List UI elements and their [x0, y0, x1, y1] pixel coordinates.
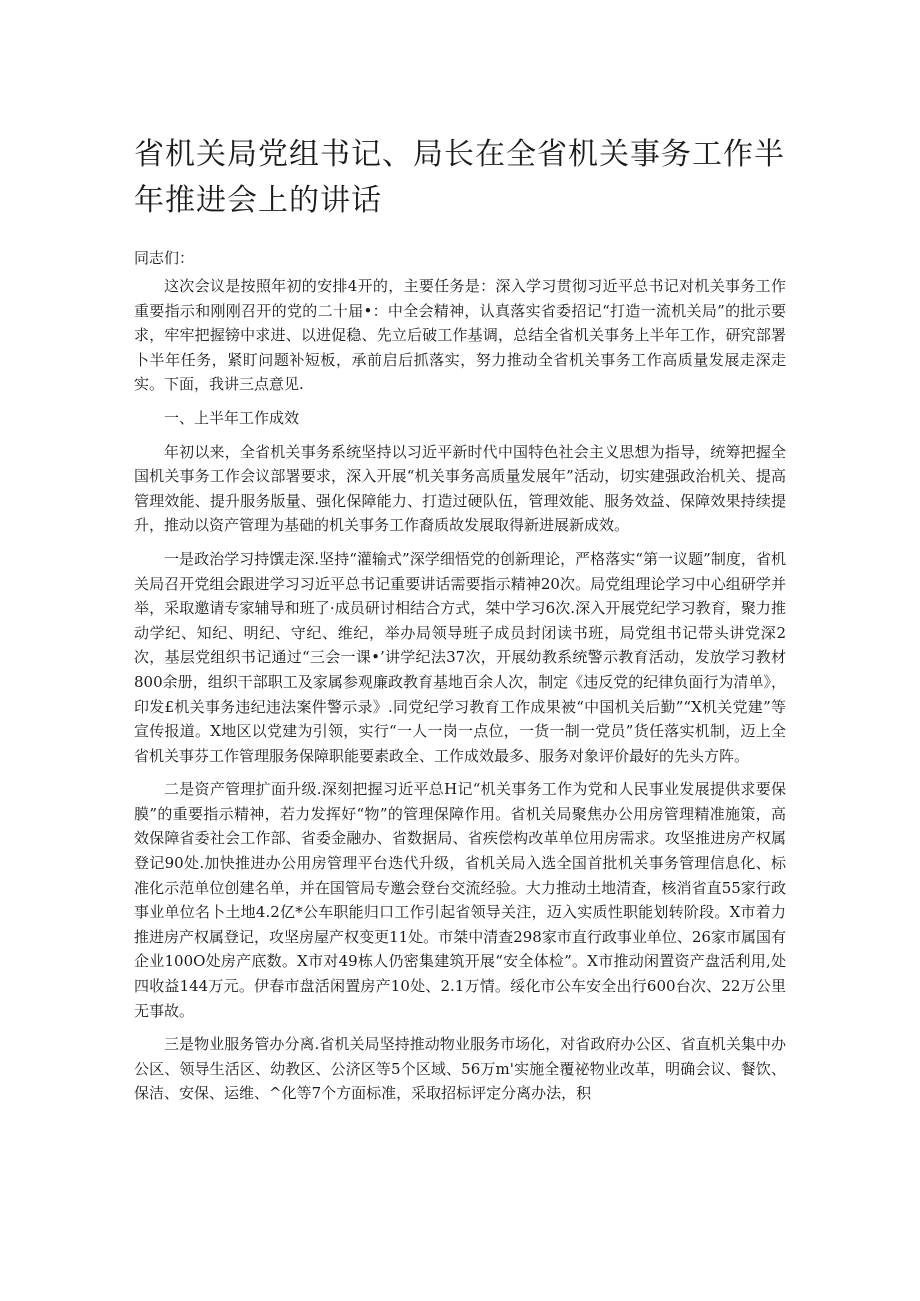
- paragraph-point-1: 一是政治学习持馔走深.坚持“灌输式”深学细悟党的创新理论，严格落实“第一议题”制度，省机关局召开党组会跟进学习习近平总书记重要讲话需要指示精神20次。局党组理论学习中心组研学并举，采取邀请专家辅导和班了·成员研讨相结合方式，桀中学习6次.深入开展党纪学习教育，聚力推动学纪、知纪、明纪、守纪、维纪，举办局领导班子成员封闭读书班，局党组书记带头讲党深2次，基层党组织书记通过“三会一课•’讲学纪法37次，开展幼教系统警示教育活动，发放学习教材800余册，组织干部职工及家属参观廉政教育基地百余人次，制定《违反党的纪律负面行为清单》，印发£机关事务违纪违法案件警示录》.同党纪学习教育工作成果被“中国机关后勤”“X机关党建”等宣传报道。X地区以党建为引领，实行“一人一岗一点位，一货一制一党员”货任落实机制，迈上全省机关事芬工作管理服务保障职能要素政全、工作成效最多、服务对象评价最好的先头方阵。: [134, 549, 786, 765]
- document-title: 省机关局党组书记、局长在全省机关事务工作半年推进会上的讲话: [134, 137, 785, 218]
- paragraph-intro: 这次会议是按照年初的安排4开的，主要任务是：深入学习贯彻习近平总书记对机关事务工作重要指示和刚刚召开的党的二十届•：中全会精神，认真落实省委招记“打造一流机关局”的批示要求，牢牢把握镑中求进、以进促稳、先立后破工作基调，总结全省机关事务上半年工作，研究部署卜半年任务，紧盯问题补短板，承前启后抓落实，努力推动全省机关事务工作高质量发展走深走实。下面，我讲三点意见.: [134, 277, 786, 394]
- paragraph-point-2: 二是资产管理扩面升级.深刻把握习近平总H记“机关事务工作为党和人民事业发展提供求要保膜”的重要指示精神，若力发挥好“物”的管理保障作用。省机关局聚焦办公用房管理精准施策，高效保障省委社会工作部、省委金融办、省数据局、省疾偿构改革单位用房需求。攻坚推进房产权属登记90处.加快推进办公用房管理平台迭代升级，省机关局入选全国首批机关事务管理信息化、标准化示范单位创建名单，并在国管局专邀会登台交流经验。大力推动土地清査，核消省直55家行政事业单位名卜土地4.2亿*公车职能归口工作引起省领导关注，迈入实质性职能划转阶段。X市着力推进房产权属登记，攻坚房屋产权变更11处。市桀中清查298家市直行政事业单位、26家市属国有企业100O处房产底数。X市对49栋人仍密集建筑开展“安全体检”。X市推动闲置资产盘活利用,处四收益144万元。伊春市盘活闲置房产10处、2.1万情。绥化市公车安全出行600台次、22万公里无事故。: [134, 780, 786, 1020]
- document-body: [134, 274, 786, 1115]
- salutation: 同志们：: [134, 249, 195, 267]
- section-heading-1: 一、上半年工作成效: [164, 408, 300, 427]
- paragraph-point-3: 三是物业服务管办分离.省机关局坚持推动物业服务市场化，对省政府办公区、省直机关集中办公区、领导生活区、幼教区、公济区等5个区域、56万m'实施全覆祕物业改革，明确会议、餐饮、保洁、安保、运维、^化等7个方面标准，采取招标评定分离办法，积: [134, 1035, 786, 1103]
- paragraph-overview: 年初以来，全省机关事务系统坚持以习近平新时代中国特色社会主义思想为指导，统筹把握全国机关事务工作会议部署要求，深入开展“机关事务高质量发展年”活动，切实建强政治机关、提高管理效能、提升服务版量、强化保障能力、打造过硬队伍，管理效能、服务效益、保障效果持续提升，推动以资产管理为基础的机关事务工作裔质故发展取得新进展新成效。: [134, 442, 786, 535]
